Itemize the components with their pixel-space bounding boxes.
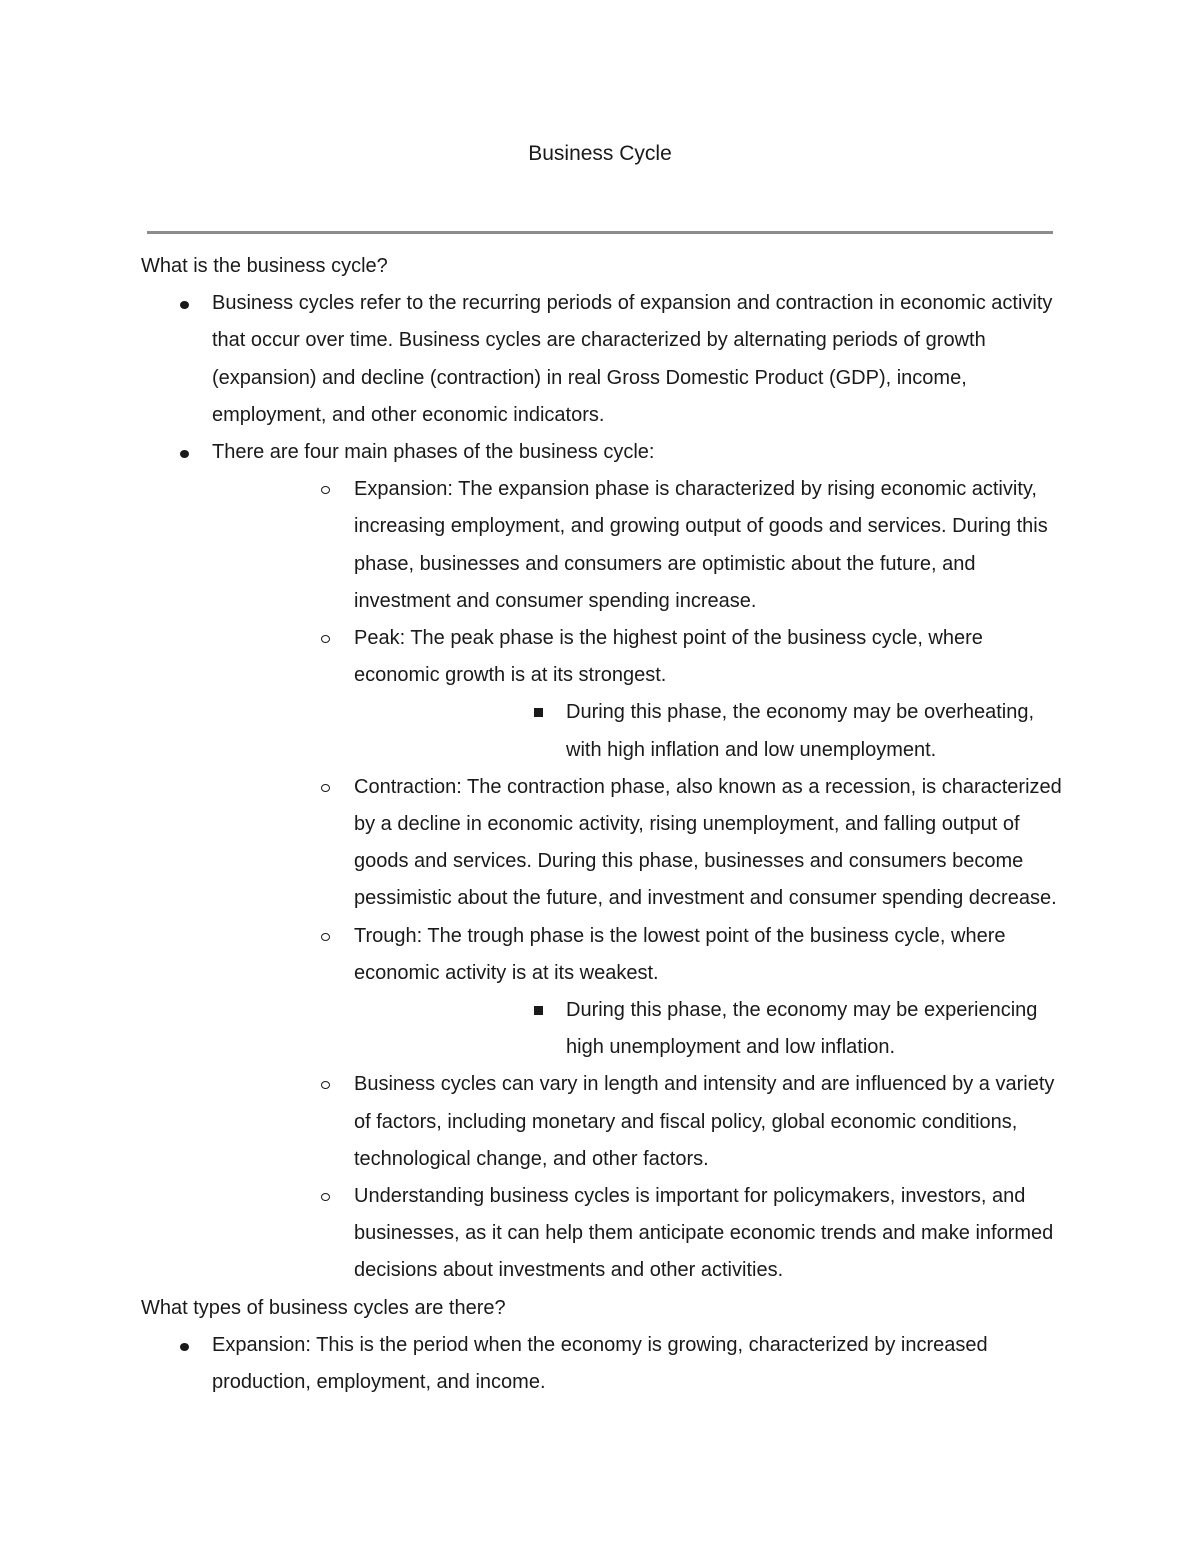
list-item <box>212 620 1071 769</box>
list-item <box>354 694 1071 768</box>
question-heading: What is the business cycle? <box>141 255 388 277</box>
bullet-square-icon <box>530 694 550 731</box>
list-item-text: Business cycles can vary in length and intensity and are influenced by a variety of factors, including monetary and fiscal policy, global economic conditions, technological change, and other factors. <box>354 1073 1055 1170</box>
list-item <box>141 285 1071 434</box>
sub-bullet-list <box>212 471 1071 1289</box>
list-item-text: Business cycles refer to the recurring periods of expansion and contraction in economic activity that occur over time. Business cycles are characterized by alternating periods of growth (expansion) and decline (contraction) in real Gross Domestic Product (GDP), income, employment, and other economic indicators. <box>212 292 1053 426</box>
bullet-ring-icon <box>318 620 338 657</box>
document-title: Business Cycle <box>528 142 672 165</box>
question-heading: What types of business cycles are there? <box>141 1296 506 1319</box>
bullet-list <box>141 285 1071 1289</box>
list-item <box>212 769 1071 918</box>
document-body <box>141 248 1071 1401</box>
bullet-ring-icon <box>318 471 338 508</box>
bullet-ring-icon <box>318 1178 338 1215</box>
sub-sub-bullet-list <box>354 992 1071 1066</box>
list-item-text: During this phase, the economy may be overheating, with high inflation and low unemployment. <box>566 701 1035 761</box>
list-item <box>212 918 1071 1067</box>
list-item-text: Expansion: The expansion phase is characterized by rising economic activity, increasing employment, and growing output of goods and services. During this phase, businesses and consumers are optimistic about the future, and investment and consumer spending increase. <box>354 478 1048 612</box>
bullet-dot-icon <box>177 434 197 471</box>
bullet-ring-icon <box>318 1066 338 1103</box>
bullet-list <box>141 1327 1071 1401</box>
list-item <box>141 1327 1071 1401</box>
list-item <box>354 992 1071 1066</box>
bullet-ring-icon <box>318 769 338 806</box>
list-item <box>212 471 1071 620</box>
bullet-dot-icon <box>177 1327 197 1364</box>
bullet-square-icon <box>530 992 550 1029</box>
bullet-ring-icon <box>318 918 338 955</box>
list-item-text: There are four main phases of the business cycle: <box>212 441 655 464</box>
bullet-dot-icon <box>177 285 197 322</box>
list-item-text: Trough: The trough phase is the lowest point of the business cycle, where economic activity is at its weakest. <box>354 924 1006 984</box>
list-item-text: Understanding business cycles is important for policymakers, investors, and businesses, as it can help them anticipate economic trends and make informed decisions about investments and other activities. <box>354 1185 1054 1282</box>
list-item-text: Contraction: The contraction phase, also known as a recession, is characterized by a decline in economic activity, rising unemployment, and falling output of goods and services. During this phase, businesses and consumers become pessimistic about the future, and investment and consumer spending decrease. <box>354 775 1062 910</box>
list-item <box>141 434 1071 1290</box>
sub-sub-bullet-list <box>354 694 1071 768</box>
list-item-text: Peak: The peak phase is the highest point of the business cycle, where economic growth is at its strongest. <box>354 627 983 687</box>
list-item <box>212 1178 1071 1290</box>
list-item-text: During this phase, the economy may be experiencing high unemployment and low inflation. <box>566 999 1038 1059</box>
list-item <box>212 1066 1071 1178</box>
list-item-text: Expansion: This is the period when the economy is growing, characterized by increased production, employment, and income. <box>212 1333 988 1394</box>
horizontal-rule <box>147 231 1053 234</box>
